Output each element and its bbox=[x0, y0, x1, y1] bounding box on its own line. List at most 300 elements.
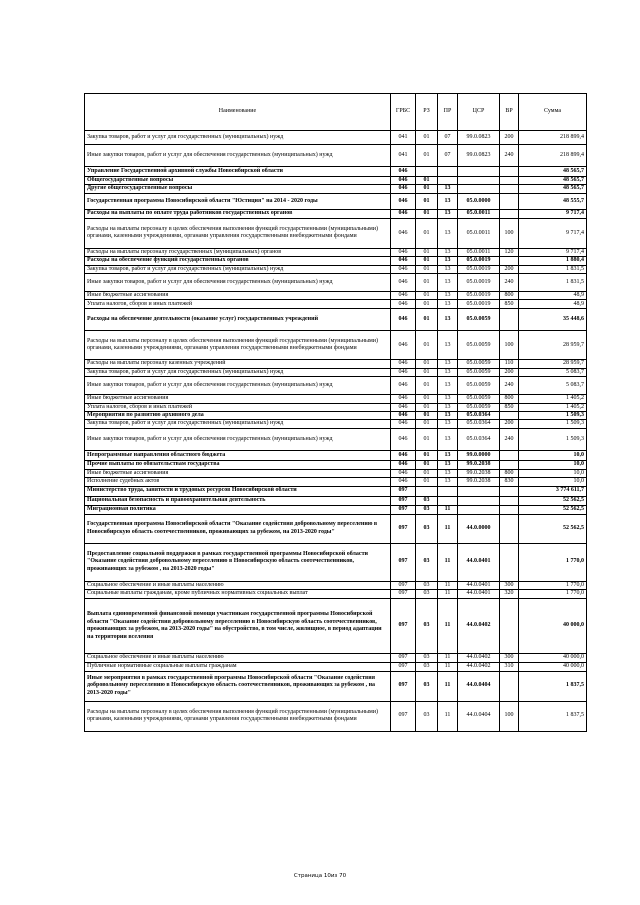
cell-name: Выплата единовременной финансовой помощи участникам государственной программы Новосибирской области "Оказание содействия добровольному переселению в Новосибирскую область соотечественников, проживающих за рубежом, на 2013-2020 годы" на обустройство, в том числе, жилищное, в период адаптации на территории вселения bbox=[85, 599, 391, 654]
cell-pr: 13 bbox=[438, 193, 458, 209]
table-row bbox=[85, 360, 587, 368]
cell-rz: 01 bbox=[416, 300, 438, 309]
table-row bbox=[85, 193, 587, 209]
cell-rz: 01 bbox=[416, 395, 438, 403]
cell-name: Министерство труда, занятости и трудовых ресурсов Новосибирской области bbox=[85, 486, 391, 496]
cell-sum: 1 880,4 bbox=[519, 257, 587, 265]
cell-csr: 44.0.0401 bbox=[458, 543, 500, 581]
cell-pr: 13 bbox=[438, 403, 458, 411]
cell-grbs: 046 bbox=[391, 420, 416, 428]
cell-grbs: 097 bbox=[391, 581, 416, 589]
cell-rz: 01 bbox=[416, 193, 438, 209]
cell-name: Иные мероприятия в рамках государственной программы Новосибирской области "Оказание содействия добровольному переселению в Новосибирскую область соотечественников, проживающих за рубежом , на 2013-2020 годы" bbox=[85, 671, 391, 701]
cell-rz: 01 bbox=[416, 265, 438, 273]
cell-pr: 13 bbox=[438, 257, 458, 265]
cell-vr: 300 bbox=[500, 581, 519, 589]
cell-pr: 11 bbox=[438, 505, 458, 514]
cell-csr: 05.0.0364 bbox=[458, 420, 500, 428]
cell-name: Расходы на обеспечение деятельности (оказание услуг) государственных учреждений bbox=[85, 309, 391, 331]
cell-rz: 01 bbox=[416, 248, 438, 256]
table-row bbox=[85, 331, 587, 360]
cell-name: Управление Государственной архивной службы Новосибирской области bbox=[85, 167, 391, 177]
cell-grbs: 046 bbox=[391, 193, 416, 209]
cell-rz: 01 bbox=[416, 292, 438, 300]
cell-rz: 01 bbox=[416, 177, 438, 185]
table-row bbox=[85, 428, 587, 450]
cell-csr: 44.0.0000 bbox=[458, 514, 500, 543]
cell-csr bbox=[458, 486, 500, 496]
cell-vr: 800 bbox=[500, 292, 519, 300]
cell-sum: 9 717,4 bbox=[519, 209, 587, 218]
cell-sum: 1 831,5 bbox=[519, 265, 587, 273]
cell-sum: 40 000,0 bbox=[519, 663, 587, 671]
cell-csr: 05.0.0000 bbox=[458, 193, 500, 209]
cell-rz: 01 bbox=[416, 428, 438, 450]
cell-vr bbox=[500, 505, 519, 514]
cell-rz bbox=[416, 167, 438, 177]
cell-pr: 11 bbox=[438, 671, 458, 701]
table-row bbox=[85, 581, 587, 589]
header-rz: РЗ bbox=[416, 94, 438, 131]
cell-name: Расходы на выплаты персоналу в целях обеспечения выполнения функций государственными (муниципальными) органами, казенными учреждениями, органами управления государственными внебюджетными фондами bbox=[85, 331, 391, 360]
cell-sum: 1 770,0 bbox=[519, 543, 587, 581]
cell-csr: 99.0.0000 bbox=[458, 450, 500, 460]
cell-pr bbox=[438, 177, 458, 185]
cell-name: Национальная безопасность и правоохранительная деятельность bbox=[85, 496, 391, 505]
cell-sum: 28 959,7 bbox=[519, 331, 587, 360]
cell-pr: 11 bbox=[438, 581, 458, 589]
cell-sum: 5 083,7 bbox=[519, 368, 587, 376]
table-row bbox=[85, 167, 587, 177]
cell-rz: 03 bbox=[416, 543, 438, 581]
table-row bbox=[85, 543, 587, 581]
cell-vr bbox=[500, 460, 519, 469]
cell-vr bbox=[500, 412, 519, 420]
table-row bbox=[85, 478, 587, 486]
cell-sum: 1 405,2 bbox=[519, 403, 587, 411]
cell-csr: 44.0.0402 bbox=[458, 599, 500, 654]
cell-sum: 40 000,0 bbox=[519, 654, 587, 663]
table-header-row bbox=[85, 94, 587, 131]
cell-grbs: 046 bbox=[391, 450, 416, 460]
cell-vr: 240 bbox=[500, 377, 519, 395]
cell-csr: 05.0.0011 bbox=[458, 248, 500, 256]
cell-vr bbox=[500, 209, 519, 218]
table-row bbox=[85, 514, 587, 543]
cell-grbs: 046 bbox=[391, 428, 416, 450]
cell-rz: 01 bbox=[416, 218, 438, 248]
cell-rz: 01 bbox=[416, 185, 438, 193]
table-row bbox=[85, 486, 587, 496]
cell-name: Социальное обеспечение и иные выплаты населению bbox=[85, 654, 391, 663]
budget-table-container bbox=[84, 93, 586, 732]
cell-grbs: 046 bbox=[391, 331, 416, 360]
cell-rz: 01 bbox=[416, 331, 438, 360]
cell-sum: 218 899,4 bbox=[519, 145, 587, 167]
cell-rz: 03 bbox=[416, 599, 438, 654]
cell-name: Общегосударственные вопросы bbox=[85, 177, 391, 185]
cell-csr: 05.0.0059 bbox=[458, 360, 500, 368]
cell-pr: 13 bbox=[438, 331, 458, 360]
cell-vr bbox=[500, 543, 519, 581]
cell-csr: 05.0.0059 bbox=[458, 331, 500, 360]
cell-sum: 1 509,3 bbox=[519, 428, 587, 450]
cell-name: Расходы на выплаты по оплате труда работников государственных органов bbox=[85, 209, 391, 218]
cell-vr bbox=[500, 177, 519, 185]
cell-name: Социальное обеспечение и иные выплаты населению bbox=[85, 581, 391, 589]
table-row bbox=[85, 274, 587, 292]
cell-rz: 01 bbox=[416, 460, 438, 469]
cell-grbs: 046 bbox=[391, 177, 416, 185]
cell-csr: 99.0.2038 bbox=[458, 469, 500, 477]
cell-rz: 01 bbox=[416, 377, 438, 395]
cell-csr bbox=[458, 177, 500, 185]
cell-rz: 01 bbox=[416, 131, 438, 145]
cell-sum: 1 837,5 bbox=[519, 701, 587, 731]
cell-name: Иные бюджетные ассигнования bbox=[85, 469, 391, 477]
cell-sum: 10,0 bbox=[519, 460, 587, 469]
cell-csr: 05.0.0011 bbox=[458, 218, 500, 248]
cell-grbs: 097 bbox=[391, 505, 416, 514]
cell-grbs: 097 bbox=[391, 514, 416, 543]
cell-sum: 10,0 bbox=[519, 469, 587, 477]
cell-rz: 03 bbox=[416, 496, 438, 505]
cell-name: Расходы на обеспечение функций государственных органов bbox=[85, 257, 391, 265]
cell-rz: 03 bbox=[416, 701, 438, 731]
cell-vr: 850 bbox=[500, 403, 519, 411]
cell-sum: 1 770,0 bbox=[519, 581, 587, 589]
table-row bbox=[85, 185, 587, 193]
cell-sum: 1 770,0 bbox=[519, 590, 587, 599]
cell-grbs: 046 bbox=[391, 265, 416, 273]
cell-name: Исполнение судебных актов bbox=[85, 478, 391, 486]
cell-sum: 1 831,5 bbox=[519, 274, 587, 292]
table-row bbox=[85, 177, 587, 185]
cell-grbs: 097 bbox=[391, 701, 416, 731]
cell-pr: 13 bbox=[438, 300, 458, 309]
table-row bbox=[85, 505, 587, 514]
cell-csr: 05.0.0011 bbox=[458, 209, 500, 218]
cell-vr: 240 bbox=[500, 274, 519, 292]
cell-grbs: 046 bbox=[391, 292, 416, 300]
cell-csr: 05.0.0059 bbox=[458, 309, 500, 331]
cell-csr: 44.0.0401 bbox=[458, 590, 500, 599]
cell-sum: 10,0 bbox=[519, 478, 587, 486]
cell-name: Иные закупки товаров, работ и услуг для обеспечения государственных (муниципальных) нужд bbox=[85, 428, 391, 450]
cell-pr: 11 bbox=[438, 701, 458, 731]
cell-sum: 9 717,4 bbox=[519, 218, 587, 248]
cell-pr: 13 bbox=[438, 478, 458, 486]
cell-rz: 03 bbox=[416, 663, 438, 671]
cell-csr: 44.0.0404 bbox=[458, 701, 500, 731]
cell-sum: 1 509,3 bbox=[519, 420, 587, 428]
cell-grbs: 097 bbox=[391, 590, 416, 599]
cell-pr: 13 bbox=[438, 420, 458, 428]
cell-name: Мероприятия по развитию архивного дела bbox=[85, 412, 391, 420]
cell-name: Предоставление социальной поддержки в рамках государственной программы Новосибирской области "Оказание содействия добровольному переселению в Новосибирскую область соотечественников, проживающих за рубежом , на 2013-2020 годы" bbox=[85, 543, 391, 581]
cell-csr bbox=[458, 505, 500, 514]
table-row bbox=[85, 599, 587, 654]
table-row bbox=[85, 145, 587, 167]
cell-name: Другие общегосударственные вопросы bbox=[85, 185, 391, 193]
header-vr: ВР bbox=[500, 94, 519, 131]
table-row bbox=[85, 265, 587, 273]
cell-pr: 11 bbox=[438, 599, 458, 654]
table-row bbox=[85, 496, 587, 505]
cell-grbs: 046 bbox=[391, 377, 416, 395]
cell-name: Закупка товаров, работ и услуг для государственных (муниципальных) нужд bbox=[85, 265, 391, 273]
cell-pr: 13 bbox=[438, 292, 458, 300]
cell-pr: 13 bbox=[438, 248, 458, 256]
cell-grbs: 097 bbox=[391, 663, 416, 671]
cell-grbs: 046 bbox=[391, 412, 416, 420]
cell-vr bbox=[500, 185, 519, 193]
cell-csr: 99.0.0823 bbox=[458, 131, 500, 145]
cell-pr: 13 bbox=[438, 377, 458, 395]
cell-pr: 13 bbox=[438, 368, 458, 376]
table-row bbox=[85, 469, 587, 477]
cell-grbs: 046 bbox=[391, 395, 416, 403]
table-row bbox=[85, 395, 587, 403]
table-row bbox=[85, 257, 587, 265]
cell-sum: 3 774 611,7 bbox=[519, 486, 587, 496]
cell-name: Расходы на выплаты персоналу государственных (муниципальных) органов bbox=[85, 248, 391, 256]
cell-csr: 05.0.0059 bbox=[458, 377, 500, 395]
cell-sum: 10,0 bbox=[519, 450, 587, 460]
cell-csr: 99.0.2038 bbox=[458, 478, 500, 486]
cell-rz: 03 bbox=[416, 514, 438, 543]
budget-table bbox=[84, 93, 587, 732]
cell-pr: 11 bbox=[438, 654, 458, 663]
cell-vr: 850 bbox=[500, 300, 519, 309]
cell-rz: 03 bbox=[416, 590, 438, 599]
page-number: Страница 10из 70 bbox=[293, 873, 347, 879]
cell-rz: 01 bbox=[416, 420, 438, 428]
cell-name: Иные закупки товаров, работ и услуг для обеспечения государственных (муниципальных) нужд bbox=[85, 377, 391, 395]
cell-grbs: 046 bbox=[391, 309, 416, 331]
cell-vr: 800 bbox=[500, 469, 519, 477]
cell-grbs: 046 bbox=[391, 257, 416, 265]
cell-vr: 120 bbox=[500, 248, 519, 256]
cell-grbs: 046 bbox=[391, 300, 416, 309]
cell-grbs: 046 bbox=[391, 185, 416, 193]
cell-grbs: 046 bbox=[391, 403, 416, 411]
cell-rz: 01 bbox=[416, 368, 438, 376]
cell-pr: 13 bbox=[438, 265, 458, 273]
cell-vr bbox=[500, 450, 519, 460]
cell-vr: 100 bbox=[500, 701, 519, 731]
cell-vr: 800 bbox=[500, 395, 519, 403]
cell-vr: 110 bbox=[500, 360, 519, 368]
table-row bbox=[85, 309, 587, 331]
cell-name: Непрограммные направления областного бюджета bbox=[85, 450, 391, 460]
cell-pr: 11 bbox=[438, 543, 458, 581]
cell-name: Иные бюджетные ассигнования bbox=[85, 395, 391, 403]
cell-sum: 9 717,4 bbox=[519, 248, 587, 256]
cell-pr: 11 bbox=[438, 663, 458, 671]
cell-csr: 05.0.0059 bbox=[458, 368, 500, 376]
cell-grbs: 046 bbox=[391, 368, 416, 376]
cell-vr: 100 bbox=[500, 218, 519, 248]
cell-vr bbox=[500, 193, 519, 209]
cell-grbs: 097 bbox=[391, 486, 416, 496]
header-name: Наименование bbox=[85, 94, 391, 131]
cell-grbs: 041 bbox=[391, 145, 416, 167]
cell-grbs: 046 bbox=[391, 167, 416, 177]
cell-sum: 35 448,6 bbox=[519, 309, 587, 331]
cell-name: Государственная программа Новосибирской области "Юстиция" на 2014 - 2020 годы bbox=[85, 193, 391, 209]
cell-csr: 44.0.0402 bbox=[458, 654, 500, 663]
cell-pr bbox=[438, 167, 458, 177]
cell-rz: 01 bbox=[416, 360, 438, 368]
cell-name: Закупка товаров, работ и услуг для государственных (муниципальных) нужд bbox=[85, 420, 391, 428]
cell-vr bbox=[500, 257, 519, 265]
cell-name: Закупка товаров, работ и услуг для государственных (муниципальных) нужд bbox=[85, 131, 391, 145]
cell-rz: 01 bbox=[416, 274, 438, 292]
cell-name: Государственная программа Новосибирской области "Оказание содействия добровольному переселению в Новосибирскую область соотечественников, проживающих за рубежом, на 2013-2020 годы" bbox=[85, 514, 391, 543]
table-body bbox=[85, 131, 587, 732]
cell-name: Миграционная политика bbox=[85, 505, 391, 514]
cell-vr: 200 bbox=[500, 368, 519, 376]
cell-csr: 99.0.2038 bbox=[458, 460, 500, 469]
cell-csr: 05.0.0019 bbox=[458, 265, 500, 273]
cell-grbs: 046 bbox=[391, 469, 416, 477]
cell-vr: 100 bbox=[500, 331, 519, 360]
cell-rz: 01 bbox=[416, 450, 438, 460]
cell-sum: 1 509,3 bbox=[519, 412, 587, 420]
cell-grbs: 041 bbox=[391, 131, 416, 145]
cell-vr bbox=[500, 671, 519, 701]
table-row bbox=[85, 368, 587, 376]
cell-rz: 01 bbox=[416, 309, 438, 331]
cell-csr: 99.0.0823 bbox=[458, 145, 500, 167]
table-row bbox=[85, 701, 587, 731]
cell-grbs: 046 bbox=[391, 248, 416, 256]
cell-vr: 830 bbox=[500, 478, 519, 486]
cell-pr: 11 bbox=[438, 514, 458, 543]
cell-rz: 01 bbox=[416, 478, 438, 486]
cell-grbs: 097 bbox=[391, 543, 416, 581]
cell-vr: 300 bbox=[500, 654, 519, 663]
cell-pr: 13 bbox=[438, 469, 458, 477]
cell-csr: 05.0.0019 bbox=[458, 292, 500, 300]
cell-vr bbox=[500, 486, 519, 496]
cell-sum: 48 565,7 bbox=[519, 167, 587, 177]
cell-csr: 44.0.0404 bbox=[458, 671, 500, 701]
table-row bbox=[85, 292, 587, 300]
cell-rz: 01 bbox=[416, 145, 438, 167]
cell-pr: 13 bbox=[438, 412, 458, 420]
cell-csr: 44.0.0401 bbox=[458, 581, 500, 589]
cell-vr: 320 bbox=[500, 590, 519, 599]
cell-rz: 01 bbox=[416, 209, 438, 218]
cell-pr: 11 bbox=[438, 590, 458, 599]
cell-rz: 03 bbox=[416, 654, 438, 663]
cell-grbs: 046 bbox=[391, 478, 416, 486]
cell-grbs: 046 bbox=[391, 360, 416, 368]
table-row bbox=[85, 403, 587, 411]
cell-vr bbox=[500, 309, 519, 331]
cell-rz: 01 bbox=[416, 403, 438, 411]
table-row bbox=[85, 377, 587, 395]
cell-sum: 1 405,2 bbox=[519, 395, 587, 403]
table-row bbox=[85, 412, 587, 420]
cell-grbs: 046 bbox=[391, 209, 416, 218]
cell-rz: 01 bbox=[416, 469, 438, 477]
cell-rz: 01 bbox=[416, 257, 438, 265]
table-row bbox=[85, 590, 587, 599]
cell-pr: 13 bbox=[438, 460, 458, 469]
cell-name: Уплата налогов, сборов и иных платежей bbox=[85, 403, 391, 411]
cell-vr: 200 bbox=[500, 131, 519, 145]
cell-sum: 48,9 bbox=[519, 300, 587, 309]
table-row bbox=[85, 218, 587, 248]
table-row bbox=[85, 671, 587, 701]
cell-sum: 48 565,7 bbox=[519, 177, 587, 185]
cell-rz: 01 bbox=[416, 412, 438, 420]
cell-rz bbox=[416, 486, 438, 496]
cell-grbs: 097 bbox=[391, 671, 416, 701]
cell-pr: 13 bbox=[438, 428, 458, 450]
cell-name: Уплата налогов, сборов и иных платежей bbox=[85, 300, 391, 309]
cell-grbs: 046 bbox=[391, 274, 416, 292]
cell-sum: 52 562,5 bbox=[519, 496, 587, 505]
cell-name: Иные закупки товаров, работ и услуг для обеспечения государственных (муниципальных) нужд bbox=[85, 274, 391, 292]
header-grbs: ГРБС bbox=[391, 94, 416, 131]
cell-sum: 218 899,4 bbox=[519, 131, 587, 145]
cell-csr: 05.0.0059 bbox=[458, 395, 500, 403]
cell-pr bbox=[438, 486, 458, 496]
cell-name: Расходы на выплаты персоналу казенных учреждений bbox=[85, 360, 391, 368]
cell-pr: 13 bbox=[438, 274, 458, 292]
table-row bbox=[85, 209, 587, 218]
cell-vr bbox=[500, 167, 519, 177]
cell-grbs: 097 bbox=[391, 654, 416, 663]
cell-csr bbox=[458, 185, 500, 193]
cell-rz: 03 bbox=[416, 671, 438, 701]
cell-pr: 13 bbox=[438, 360, 458, 368]
cell-csr: 05.0.0019 bbox=[458, 257, 500, 265]
table-row bbox=[85, 300, 587, 309]
cell-pr: 13 bbox=[438, 395, 458, 403]
cell-vr: 240 bbox=[500, 145, 519, 167]
cell-name: Закупка товаров, работ и услуг для государственных (муниципальных) нужд bbox=[85, 368, 391, 376]
cell-vr bbox=[500, 496, 519, 505]
cell-vr: 310 bbox=[500, 663, 519, 671]
cell-csr bbox=[458, 496, 500, 505]
cell-sum: 28 959,7 bbox=[519, 360, 587, 368]
table-row bbox=[85, 663, 587, 671]
cell-vr: 200 bbox=[500, 265, 519, 273]
cell-pr bbox=[438, 496, 458, 505]
cell-pr: 13 bbox=[438, 450, 458, 460]
cell-name: Расходы на выплаты персоналу в целях обеспечения выполнения функций государственными (муниципальными) органами, казенными учреждениями, органами управления государственными внебюджетными фондами bbox=[85, 218, 391, 248]
cell-vr bbox=[500, 514, 519, 543]
table-row bbox=[85, 248, 587, 256]
cell-sum: 52 562,5 bbox=[519, 514, 587, 543]
cell-csr: 05.0.0019 bbox=[458, 300, 500, 309]
table-row bbox=[85, 131, 587, 145]
cell-sum: 5 083,7 bbox=[519, 377, 587, 395]
header-csr: ЦСР bbox=[458, 94, 500, 131]
cell-grbs: 097 bbox=[391, 496, 416, 505]
cell-vr: 240 bbox=[500, 428, 519, 450]
cell-grbs: 097 bbox=[391, 599, 416, 654]
cell-csr: 44.0.0402 bbox=[458, 663, 500, 671]
cell-csr: 05.0.0364 bbox=[458, 412, 500, 420]
table-row bbox=[85, 420, 587, 428]
cell-pr: 13 bbox=[438, 209, 458, 218]
